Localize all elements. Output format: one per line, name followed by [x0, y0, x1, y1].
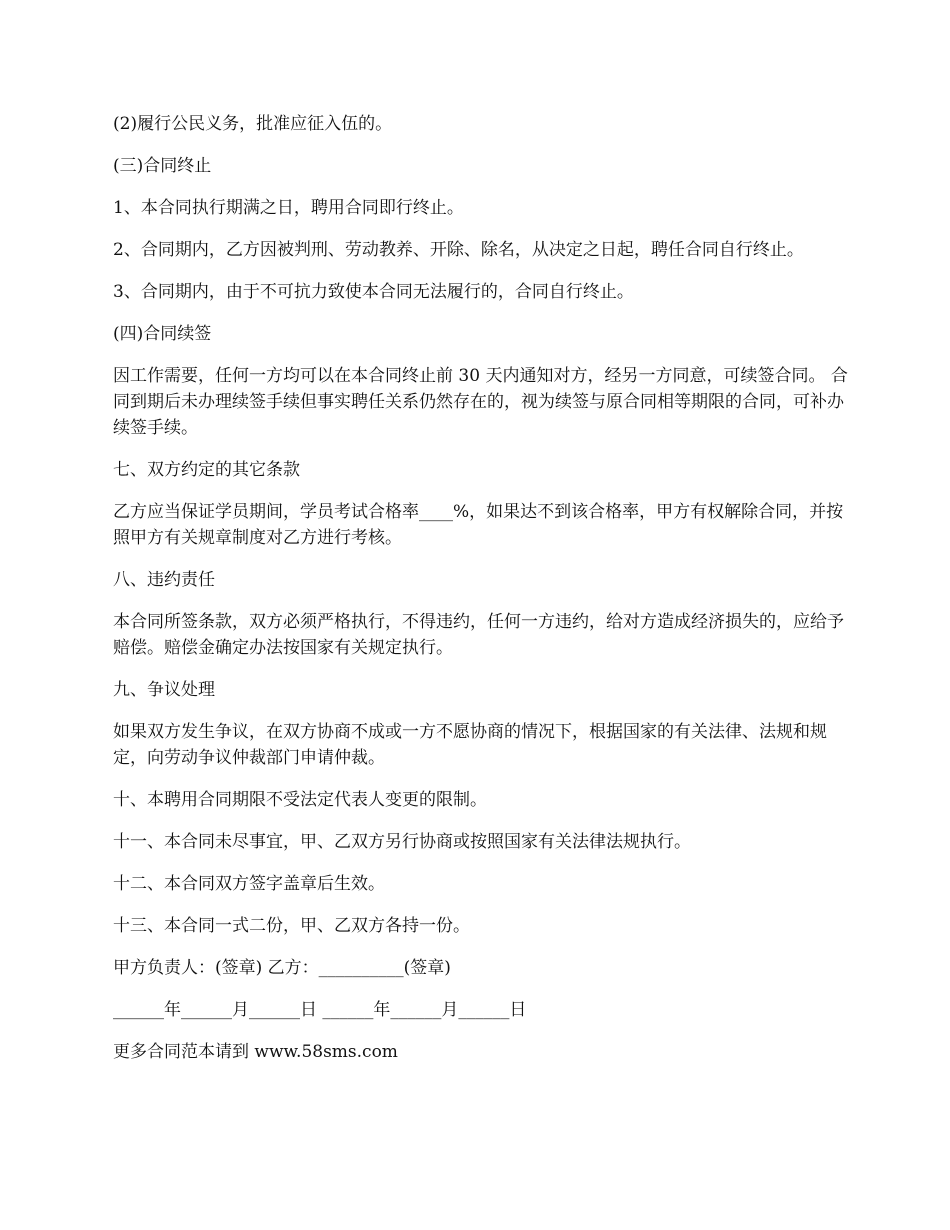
clause-eleven: 十一、本合同未尽事宜，甲、乙双方另行协商或按照国家有关法律法规执行。 — [113, 832, 691, 852]
section-heading-termination: (三)合同终止 — [113, 156, 212, 176]
section-heading-other-terms: 七、双方约定的其它条款 — [113, 460, 300, 480]
dispute-clause: 如果双方发生争议，在双方协商不成或一方不愿协商的情况下，根据国家的有关法律、法规和规定，向劳动争议仲裁部门申请仲裁。 — [113, 722, 827, 768]
termination-item-2: 2、合同期内，乙方因被判刑、劳动教养、开除、除名，从决定之日起，聘任合同自行终止。 — [113, 240, 804, 260]
renewal-clause: 因工作需要，任何一方均可以在本合同终止前 30 天内通知对方，经另一方同意，可续签合同。 合同到期后未办理续签手续但事实聘任关系仍然存在的，视为续签与原合同相等期限的合同，可补办续签手续。 — [113, 366, 848, 438]
footer-more-templates: 更多合同范本请到 www.58sms.com — [113, 1042, 398, 1062]
termination-item-3: 3、合同期内，由于不可抗力致使本合同无法履行的，合同自行终止。 — [113, 282, 634, 302]
clause-ten: 十、本聘用合同期限不受法定代表人变更的限制。 — [113, 790, 487, 810]
clause-thirteen: 十三、本合同一式二份，甲、乙双方各持一份。 — [113, 916, 470, 936]
liability-clause: 本合同所签条款，双方必须严格执行，不得违约，任何一方违约，给对方造成经济损失的，应给予赔偿。赔偿金确定办法按国家有关规定执行。 — [113, 612, 844, 658]
section-heading-liability: 八、违约责任 — [113, 570, 215, 590]
clause-twelve: 十二、本合同双方签字盖章后生效。 — [113, 874, 385, 894]
date-line: ______年______月______日 ______年______月______日 — [113, 1000, 527, 1020]
termination-item-1: 1、本合同执行期满之日，聘用合同即行终止。 — [113, 198, 464, 218]
clause-military-service: (2)履行公民义务，批准应征入伍的。 — [113, 114, 393, 134]
document-body — [113, 111, 853, 1081]
signature-line: 甲方负责人：(签章) 乙方：__________(签章) — [113, 958, 451, 978]
section-heading-dispute: 九、争议处理 — [113, 680, 215, 700]
other-terms-clause: 乙方应当保证学员期间，学员考试合格率____%，如果达不到该合格率，甲方有权解除合同，并按照甲方有关规章制度对乙方进行考核。 — [113, 502, 844, 548]
section-heading-renewal: (四)合同续签 — [113, 324, 212, 344]
